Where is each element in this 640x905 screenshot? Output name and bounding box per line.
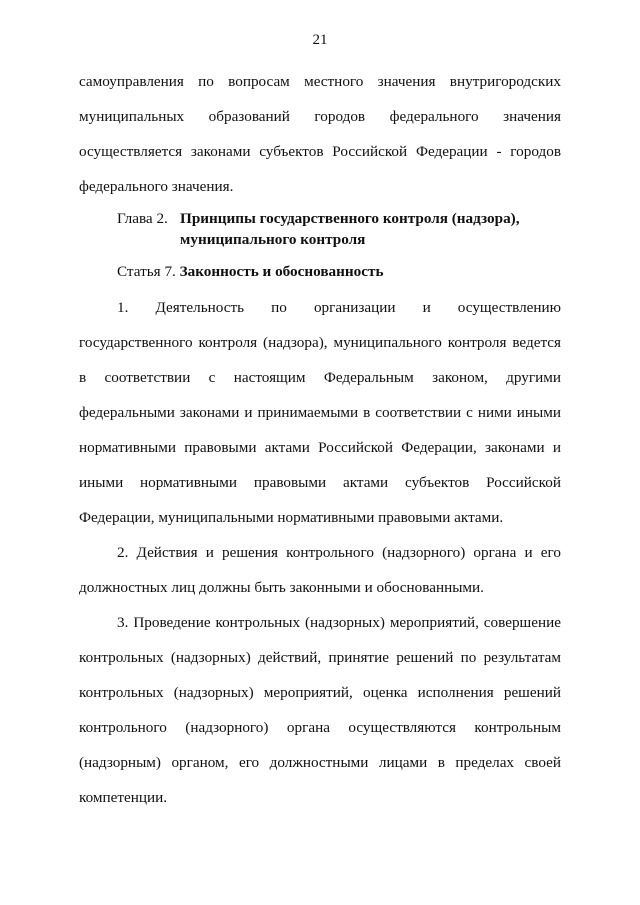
chapter-heading bbox=[117, 208, 561, 250]
article-label: Статья 7. bbox=[117, 263, 176, 280]
article-heading bbox=[117, 261, 561, 282]
chapter-title: Принципы государственного контроля (надзора), муниципального контроля bbox=[180, 210, 520, 248]
intro-paragraph: самоуправления по вопросам местного значения внутригородских муниципальных образований городов федерального значения осуществляется законами субъектов Российской Федерации - городов федерального значения. bbox=[79, 73, 561, 195]
paragraph-1: 1. Деятельность по организации и осуществлению государственного контроля (надзора), муниципального контроля ведется в соответствии с настоящим Федеральным законом, другими федеральными законами и принимаемыми в соответствии с ними иными нормативными правовыми актами Российской Федерации, законами и иными нормативными правовыми актами субъектов Российской Федерации, муниципальными нормативными правовыми актами. bbox=[79, 299, 561, 526]
paragraph-2: 2. Действия и решения контрольного (надзорного) органа и его должностных лиц должны быть законными и обоснованными. bbox=[79, 544, 561, 596]
paragraph-3: 3. Проведение контрольных (надзорных) мероприятий, совершение контрольных (надзорных) действий, принятие решений по результатам контрольных (надзорных) мероприятий, оценка исполнения решений контрольного (надзорного) органа осуществляются контрольным (надзорным) органом, его должностными лицами в пределах своей компетенции. bbox=[79, 614, 561, 806]
page-number: 21 bbox=[312, 32, 328, 48]
article-title: Законность и обоснованность bbox=[179, 263, 384, 280]
chapter-label: Глава 2. bbox=[117, 210, 168, 227]
